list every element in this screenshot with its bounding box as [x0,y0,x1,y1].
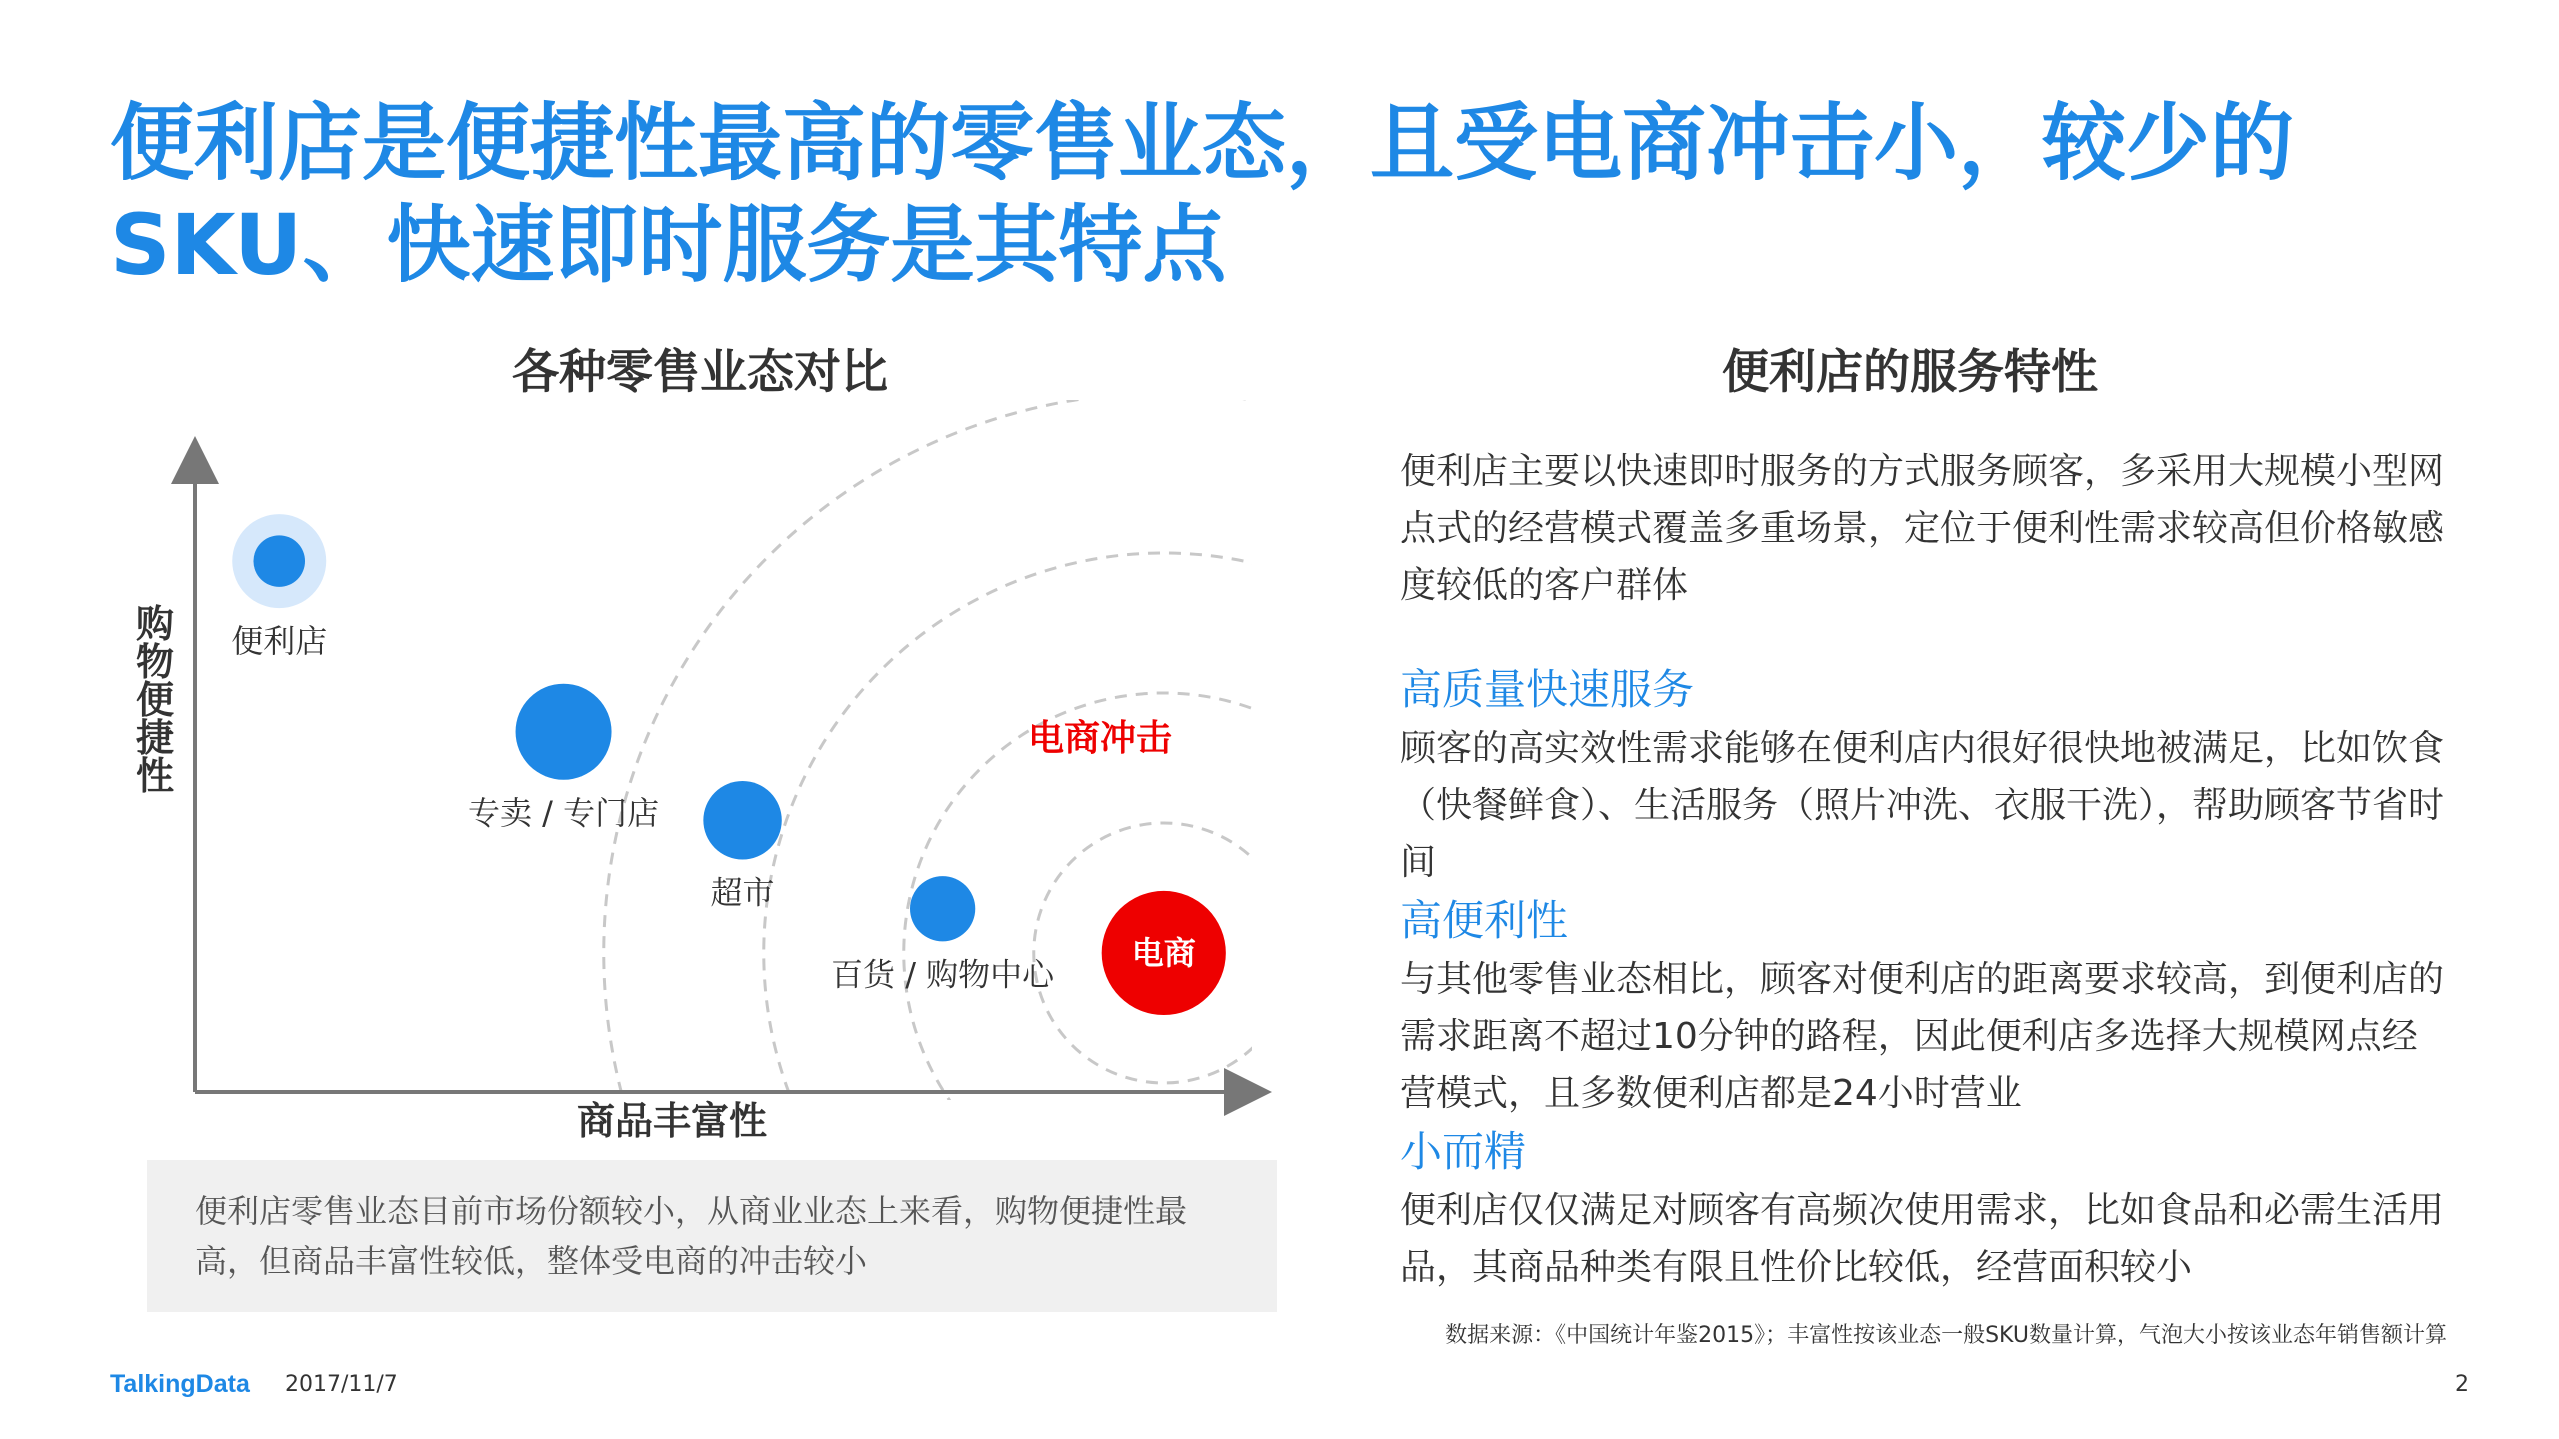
bubble-label: 电商 [1131,933,1196,972]
section-2 [1400,891,2450,1122]
impact-arc [604,393,1300,1160]
section-heading: 高质量快速服务 [1400,665,1695,714]
section-text: 便利店仅仅满足对顾客有高频次使用需求，比如食品和必需生活用品，其商品种类有限且性价比较低，经营面积较小 [1400,1190,2445,1288]
section-1 [1400,660,2450,891]
bubble-label: 便利店 [231,622,328,661]
impact-arcs [604,393,1300,1160]
section-heading: 高便利性 [1400,896,1569,945]
chart-title: 各种零售业态对比 [512,345,888,400]
page-number: 2 [2455,1372,2469,1397]
annotation-label: 电商冲击 [1027,718,1173,759]
page-title: 便利店是便捷性最高的零售业态，且受电商冲击小，较少的SKU、快速即时服务是其特点 [110,94,2295,294]
bubble [516,684,612,780]
brand-logo: TalkingData [110,1370,250,1398]
bubble-chart [0,0,1300,1160]
footer-date: 2017/11/7 [285,1372,398,1397]
section-3 [1400,1122,2450,1296]
data-source: 数据来源：《中国统计年鉴2015》；丰富性按该业态一般SKU数量计算，气泡大小按该业态年销售额计算 [1445,1323,2447,1348]
bubble-label: 超市 [710,873,775,912]
bubbles [231,514,1226,1015]
bubble-label: 专卖 / 专门店 [467,793,660,832]
section-text: 与其他零售业态相比，顾客对便利店的距离要求较高，到便利店的需求距离不超过10分钟的路程，因此便利店多选择大规模网点经营模式，且多数便利店都是24小时营业 [1400,959,2445,1114]
section-heading: 小而精 [1400,1127,1527,1176]
bubble [910,876,975,941]
intro-text: 便利店主要以快速即时服务的方式服务顾客，多采用大规模小型网点式的经营模式覆盖多重场景，定位于便利性需求较高但价格敏感度较低的客户群体 [1400,451,2445,606]
section-text: 顾客的高实效性需求能够在便利店内很好很快地被满足，比如饮食（快餐鲜食）、生活服务（照片冲洗、衣服干洗），帮助顾客节省时间 [1400,728,2445,883]
right-title: 便利店的服务特性 [1722,345,2098,400]
bubble-label: 百货 / 购物中心 [831,955,1055,994]
y-axis-label: 购物便捷性 [135,602,175,798]
note-box: 便利店零售业态目前市场份额较小，从商业业态上来看，购物便捷性最高，但商品丰富性较低，整体受电商的冲击较小 [147,1160,1277,1312]
right-panel [1400,443,2450,1296]
x-axis-label: 商品丰富性 [576,1099,768,1143]
impact-arc [764,553,1300,1160]
bubble [253,535,305,587]
bubble [703,781,781,859]
